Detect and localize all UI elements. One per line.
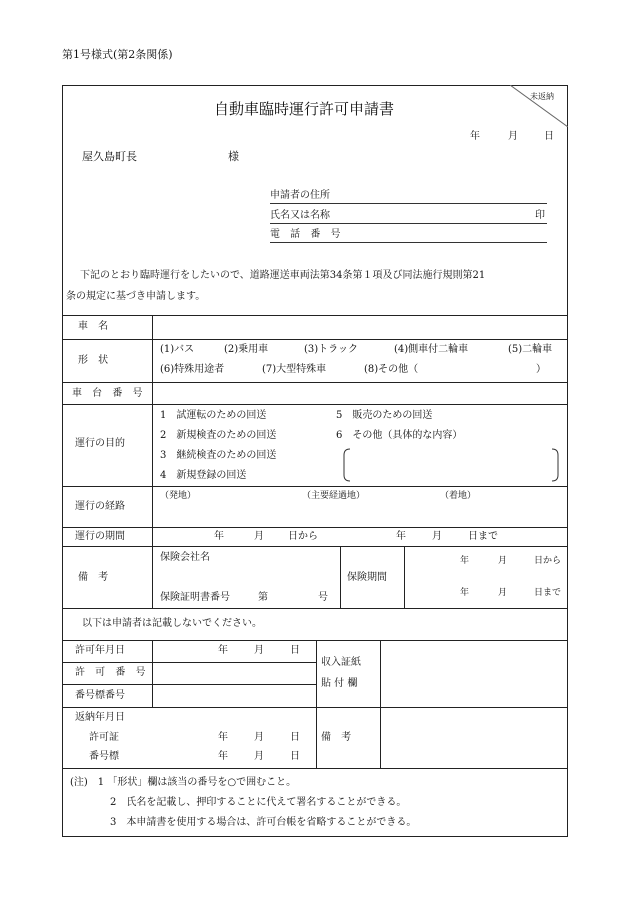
purpose-other-bracket [342, 447, 562, 483]
shape-label: 形 状 [78, 355, 112, 366]
insurance-cert-dai: 第 [258, 592, 268, 603]
shape-option-special-use: (6)特殊用途者 [160, 364, 225, 375]
remarks-label: 備 考 [78, 572, 112, 583]
shape-option-bus: (1)バス [160, 344, 195, 355]
applicant-address-line [270, 203, 547, 204]
revenue-stamp-label: 収入証紙 [321, 657, 361, 668]
intro-line-2: 条の規定に基づき申請します。 [66, 291, 206, 302]
shape-option-passenger: (2)乗用車 [224, 344, 269, 355]
applicant-phone-line [270, 242, 547, 243]
period-month-2: 月 [432, 531, 442, 542]
period-year-1: 年 [214, 531, 224, 542]
insurance-month-1: 月 [498, 556, 508, 566]
insurance-period-label: 保険期間 [347, 572, 387, 583]
insurance-month-2: 月 [498, 588, 508, 598]
permit-date-month: 月 [254, 645, 264, 656]
route-label: 運行の経路 [75, 501, 125, 512]
stamp-area-label: 貼 付 欄 [321, 678, 358, 689]
purpose-option-continued-inspection: 3 継続検査のための回送 [160, 450, 277, 461]
purpose-label: 運行の目的 [75, 438, 125, 449]
insurance-company-label: 保険会社名 [160, 552, 210, 563]
office-remarks-label: 備 考 [321, 732, 355, 743]
unreturned-label: 未返納 [530, 92, 554, 101]
return-plate-year: 年 [218, 751, 228, 762]
return-cert-year: 年 [218, 732, 228, 743]
shape-option-other-close: ） [536, 364, 546, 375]
permit-date-year: 年 [218, 645, 228, 656]
period-label: 運行の期間 [75, 531, 125, 542]
return-cert-month: 月 [254, 732, 264, 743]
purpose-option-test: 1 試運転のための回送 [160, 410, 267, 421]
route-via-label: （主要経過地） [302, 491, 366, 501]
insurance-year-1: 年 [460, 556, 470, 566]
note-2: 2 氏名を記載し、押印することに代えて署名することができる。 [110, 797, 407, 808]
purpose-option-new-inspection: 2 新規検査のための回送 [160, 430, 277, 441]
addressee-name: 屋久島町長 [82, 150, 137, 163]
purpose-option-new-registration: 4 新規登録の回送 [160, 470, 247, 481]
permit-date-day: 日 [290, 645, 300, 656]
period-day-from: 日から [288, 531, 318, 542]
return-date-label: 返納年月日 [75, 712, 125, 723]
shape-option-large-special: (7)大型特殊車 [262, 364, 327, 375]
plate-number-label: 番号標番号 [75, 690, 125, 701]
applicant-name-label: 氏名又は名称 [270, 210, 330, 221]
period-year-2: 年 [396, 531, 406, 542]
vehicle-name-label: 車 名 [78, 321, 112, 332]
seal-mark: 印 [535, 210, 545, 221]
intro-line-1: 下記のとおり臨時運行をしたいので、道路運送車両法第34条第１項及び同法施行規則第21 [80, 270, 486, 281]
route-origin-label: （発地） [160, 491, 197, 501]
applicant-address-label: 申請者の住所 [270, 190, 330, 201]
return-permit-cert-label: 許可証 [89, 732, 119, 743]
shape-option-sidecar: (4)側車付二輪車 [394, 344, 469, 355]
period-month-1: 月 [254, 531, 264, 542]
date-day: 日 [544, 131, 554, 142]
office-use-note: 以下は申請者は記載しないでください。 [82, 618, 262, 629]
shape-option-truck: (3)トラック [304, 344, 358, 355]
insurance-day-to: 日まで [534, 588, 562, 598]
return-cert-day: 日 [290, 732, 300, 743]
note-1: (注) 1 「形状」欄は該当の番号を○で囲むこと。 [70, 777, 297, 788]
return-plate-day: 日 [290, 751, 300, 762]
insurance-cert-label: 保険証明書番号 [160, 592, 230, 603]
return-plate-label: 番号標 [89, 751, 119, 762]
note-3: 3 本申請書を使用する場合は、許可台帳を省略することができる。 [110, 817, 417, 828]
chassis-number-label: 車 台 番 号 [72, 388, 147, 399]
applicant-name-line [270, 223, 547, 224]
permit-date-label: 許可年月日 [75, 645, 125, 656]
applicant-phone-label: 電 話 番 号 [270, 229, 345, 240]
route-destination-label: （着地） [440, 491, 477, 501]
form-number-label: 第1号様式(第2条関係) [62, 48, 173, 61]
insurance-day-from: 日から [534, 556, 562, 566]
shape-option-motorcycle: (5)二輪車 [508, 344, 553, 355]
purpose-option-other: 6 その他（具体的な内容） [336, 430, 463, 441]
purpose-option-sales: 5 販売のための回送 [336, 410, 433, 421]
period-day-to: 日まで [468, 531, 498, 542]
insurance-cert-go: 号 [318, 592, 328, 603]
date-month: 月 [508, 131, 518, 142]
return-plate-month: 月 [254, 751, 264, 762]
shape-option-other: (8)その他（ [364, 364, 419, 375]
insurance-year-2: 年 [460, 588, 470, 598]
form-title: 自動車臨時運行許可申請書 [214, 100, 395, 118]
date-year: 年 [470, 131, 480, 142]
addressee-honorific: 様 [228, 150, 239, 163]
permit-number-label: 許 可 番 号 [75, 667, 150, 678]
